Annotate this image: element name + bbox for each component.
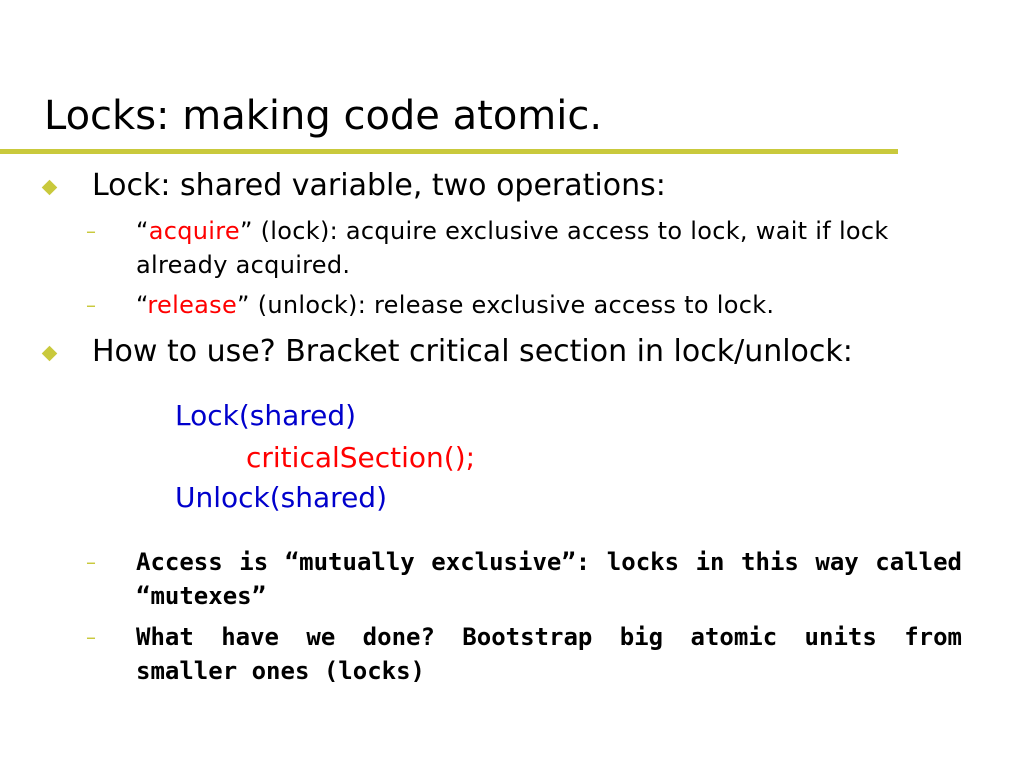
code-line-lock: Lock(shared)	[175, 399, 357, 432]
sub-item-rest: ” (unlock): release exclusive access to lock.	[237, 291, 775, 319]
bullet-text: How to use? Bracket critical section in lock/unlock:	[92, 334, 853, 369]
open-quote: “	[136, 217, 149, 245]
sub-item-text	[136, 214, 962, 282]
note-text: Access is “mutually exclusive”: locks in this way called “mutexes”	[136, 548, 962, 610]
title-underline	[0, 149, 898, 154]
diamond-bullet-icon	[42, 180, 58, 196]
diamond-bullet-icon	[42, 346, 58, 362]
slide-title: Locks: making code atomic.	[44, 93, 603, 139]
sub-item-text	[136, 288, 962, 322]
keyword-acquire: acquire	[148, 217, 240, 245]
keyword-release: release	[147, 291, 238, 319]
code-line-unlock: Unlock(shared)	[175, 481, 387, 514]
bullet-text: Lock: shared variable, two operations:	[92, 168, 666, 203]
sub-item-rest: ” (lock): acquire exclusive access to lock, wait if lock already acquired.	[136, 217, 889, 279]
dash-bullet-icon: –	[86, 550, 96, 574]
code-line-critical-section: criticalSection();	[246, 441, 476, 474]
note-text: What have we done? Bootstrap big atomic units from smaller ones (locks)	[136, 623, 962, 685]
dash-bullet-icon: –	[86, 293, 96, 317]
dash-bullet-icon: –	[86, 219, 96, 243]
open-quote: “	[136, 291, 148, 319]
dash-bullet-icon: –	[86, 625, 96, 649]
